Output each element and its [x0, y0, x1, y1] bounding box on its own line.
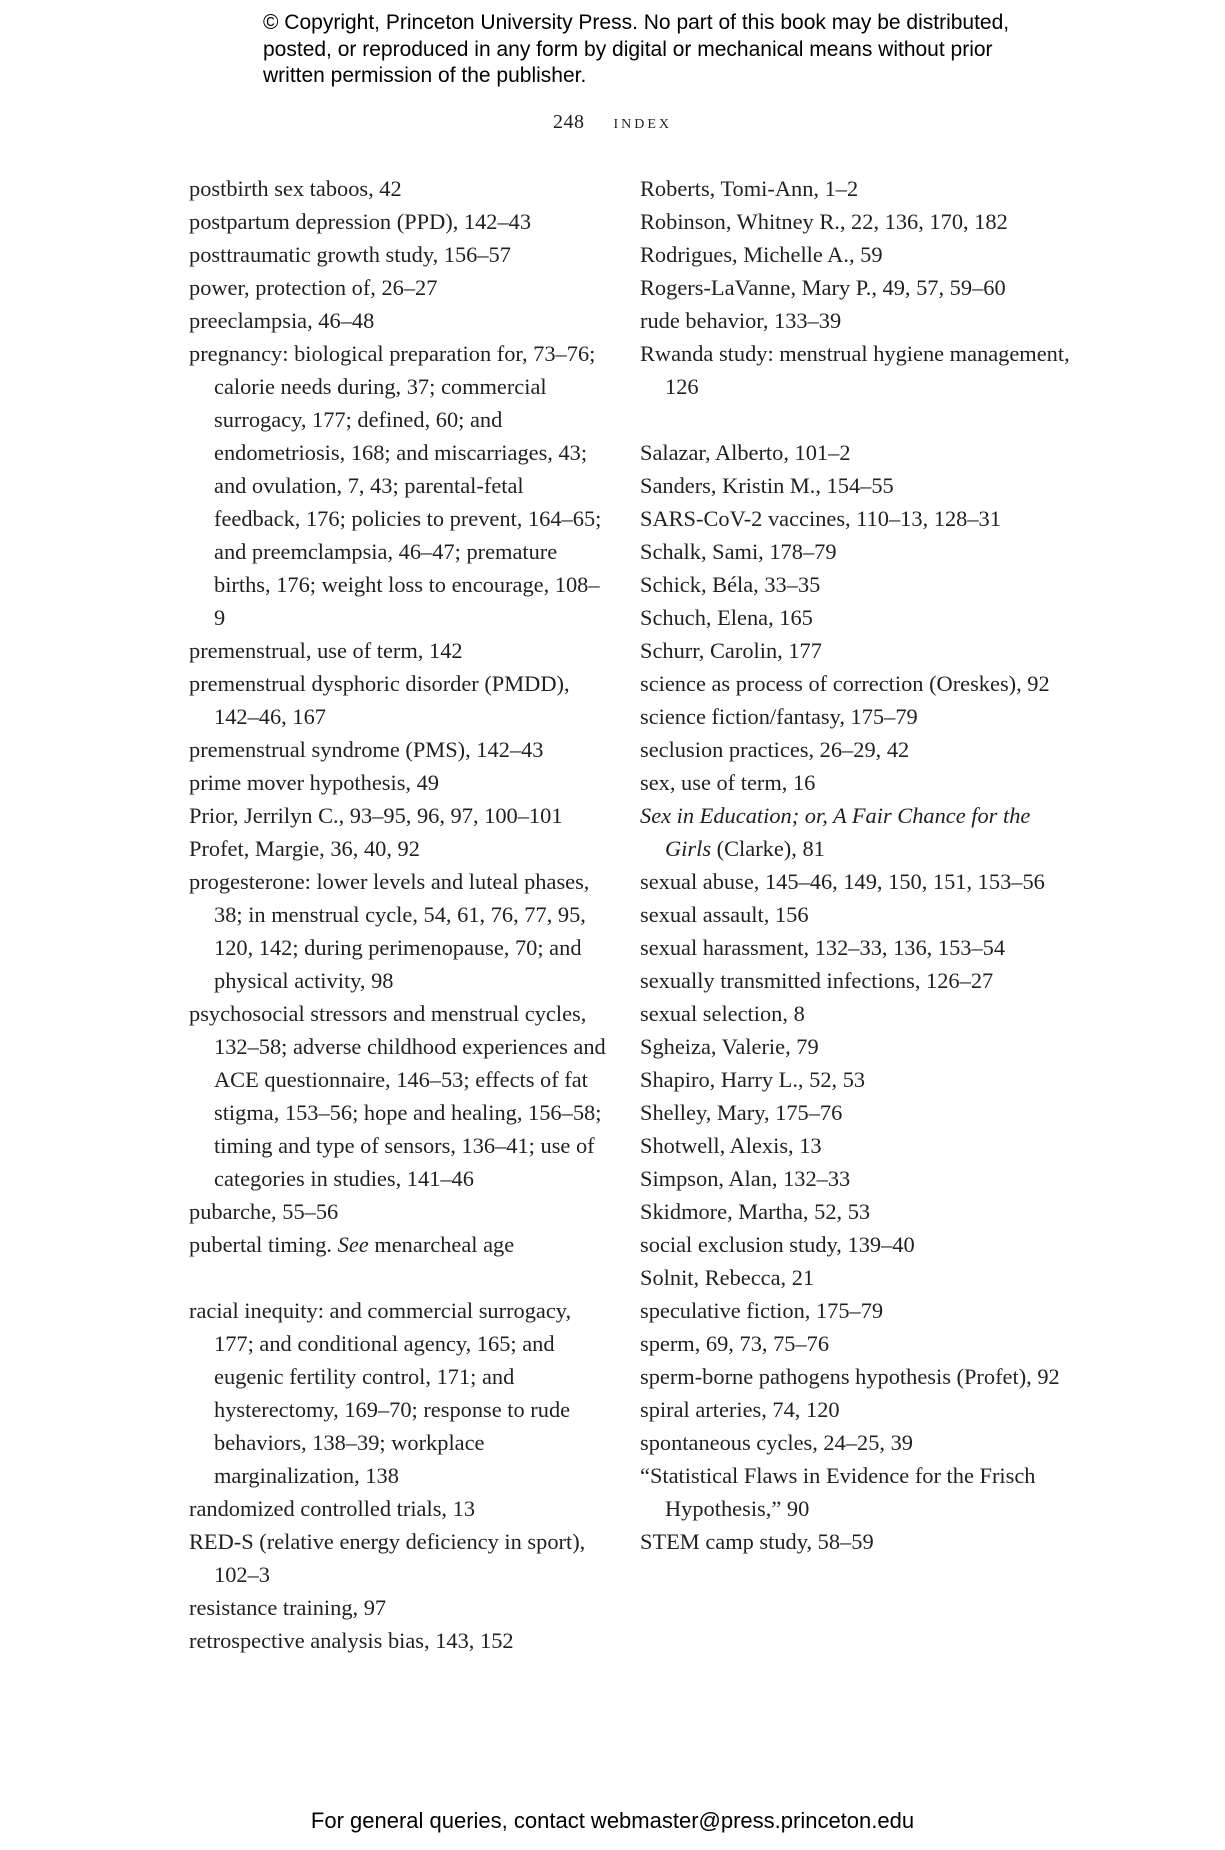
index-entry	[640, 1393, 1070, 1426]
index-entry	[189, 634, 609, 667]
index-entry	[189, 271, 609, 304]
index-entry	[640, 205, 1070, 238]
index-entry	[189, 304, 609, 337]
index-entry-text: pubertal timing.	[189, 1232, 333, 1257]
index-entry-text: psychosocial stressors and menstrual cycles, 132–58; adverse childhood experiences and ACE questionnaire, 146–53; effects of fat stigma, 153–56; hope and healing, 156–58; timing and type of sensors, 136–41; use of categories in studies, 141–46	[189, 1001, 606, 1191]
index-entry-text: Roberts, Tomi-Ann, 1–2	[640, 176, 859, 201]
index-entry	[189, 832, 609, 865]
index-entry	[640, 1096, 1070, 1129]
index-entry	[189, 238, 609, 271]
index-entry-text: sperm-borne pathogens hypothesis (Profet), 92	[640, 1364, 1060, 1389]
index-entry-text: Schick, Béla, 33–35	[640, 572, 821, 597]
index-entry	[640, 1063, 1070, 1096]
index-entry	[640, 436, 1070, 469]
index-entry-text: retrospective analysis bias, 143, 152	[189, 1628, 514, 1653]
index-entry-text: sexual assault, 156	[640, 902, 809, 927]
index-entry-text: sexually transmitted infections, 126–27	[640, 968, 994, 993]
index-entry-text: Rogers-LaVanne, Mary P., 49, 57, 59–60	[640, 275, 1006, 300]
index-entry-text: social exclusion study, 139–40	[640, 1232, 915, 1257]
index-entry	[640, 1360, 1070, 1393]
index-column-right	[640, 172, 1070, 1558]
index-entry-text: speculative fiction, 175–79	[640, 1298, 884, 1323]
index-entry-text: sperm, 69, 73, 75–76	[640, 1331, 830, 1356]
index-entry	[189, 1624, 609, 1657]
index-entry	[640, 337, 1070, 403]
index-entry-text: sexual abuse, 145–46, 149, 150, 151, 153–56	[640, 869, 1045, 894]
index-entry	[189, 172, 609, 205]
index-entry	[189, 205, 609, 238]
index-entry	[640, 634, 1070, 667]
index-entry-text: pregnancy: biological preparation for, 73–76; calorie needs during, 37; commercial surrogacy, 177; defined, 60; and endometriosis, 168; and miscarriages, 43; and ovulation, 7, 43; parental-fetal feedback, 176; policies to prevent, 164–65; and preemclampsia, 46–47; premature births, 176; weight loss to encourage, 108–9	[189, 341, 602, 630]
index-entry-text: Prior, Jerrilyn C., 93–95, 96, 97, 100–101	[189, 803, 563, 828]
index-entry	[189, 1195, 609, 1228]
index-entry	[640, 799, 1070, 865]
index-entry-text: Shapiro, Harry L., 52, 53	[640, 1067, 866, 1092]
index-entry-italic: Sex in Education; or, A Fair Chance for the Girls	[640, 803, 1031, 861]
index-entry	[640, 502, 1070, 535]
index-entry	[640, 1294, 1070, 1327]
index-entry	[640, 469, 1070, 502]
index-entry-text: Rodrigues, Michelle A., 59	[640, 242, 883, 267]
index-entry	[640, 733, 1070, 766]
index-entry	[189, 766, 609, 799]
index-entry-text: pubarche, 55–56	[189, 1199, 339, 1224]
index-entry-text: spiral arteries, 74, 120	[640, 1397, 840, 1422]
index-entry	[640, 997, 1070, 1030]
index-entry	[640, 304, 1070, 337]
running-head-title: index	[613, 111, 673, 133]
footer-contact: For general queries, contact webmaster@press.princeton.edu	[310, 1808, 915, 1833]
index-entry	[189, 337, 609, 634]
index-entry-text: resistance training, 97	[189, 1595, 387, 1620]
index-entry	[189, 865, 609, 997]
index-entry-text: science fiction/fantasy, 175–79	[640, 704, 918, 729]
index-entry	[640, 898, 1070, 931]
index-entry-text: Profet, Margie, 36, 40, 92	[189, 836, 420, 861]
index-entry-text: sexual harassment, 132–33, 136, 153–54	[640, 935, 1006, 960]
index-entry-text: Sanders, Kristin M., 154–55	[640, 473, 894, 498]
index-entry	[189, 1591, 609, 1624]
index-entry-text: preeclampsia, 46–48	[189, 308, 375, 333]
index-entry	[640, 1129, 1070, 1162]
index-entry	[640, 568, 1070, 601]
index-entry	[640, 667, 1070, 700]
index-entry	[640, 1261, 1070, 1294]
index-entry	[640, 601, 1070, 634]
index-entry-text-after: (Clarke), 81	[716, 836, 825, 861]
index-entry-text: premenstrual, use of term, 142	[189, 638, 463, 663]
index-entry-text: Robinson, Whitney R., 22, 136, 170, 182	[640, 209, 1008, 234]
index-entry-text: RED-S (relative energy deficiency in sport), 102–3	[189, 1529, 586, 1587]
index-entry	[640, 964, 1070, 997]
index-entry-text: Schurr, Carolin, 177	[640, 638, 822, 663]
index-entry-text: seclusion practices, 26–29, 42	[640, 737, 910, 762]
index-entry-text: science as process of correction (Oreskes), 92	[640, 671, 1050, 696]
index-entry	[189, 1228, 609, 1261]
index-entry	[640, 1195, 1070, 1228]
index-entry-text: Schalk, Sami, 178–79	[640, 539, 837, 564]
index-entry	[189, 1525, 609, 1591]
copyright-notice: © Copyright, Princeton University Press. No part of this book may be distributed, posted, or reproduced in any form by digital or mechanical means without prior written permission of the publisher.	[263, 11, 1010, 87]
index-entry-text: racial inequity: and commercial surrogacy, 177; and conditional agency, 165; and eugenic fertility control, 171; and hysterectomy, 169–70; response to rude behaviors, 138–39; workplace marginalization, 138	[189, 1298, 572, 1488]
index-entry	[189, 1294, 609, 1492]
index-entry-text: Shotwell, Alexis, 13	[640, 1133, 822, 1158]
index-entry-italic: See	[337, 1232, 369, 1257]
index-entry-text: Solnit, Rebecca, 21	[640, 1265, 815, 1290]
index-entry-text: progesterone: lower levels and luteal phases, 38; in menstrual cycle, 54, 61, 76, 77, 95, 120, 142; during perimenopause, 70; and physical activity, 98	[189, 869, 590, 993]
index-entry-text: STEM camp study, 58–59	[640, 1529, 874, 1554]
index-entry	[640, 238, 1070, 271]
index-entry-text: Shelley, Mary, 175–76	[640, 1100, 843, 1125]
index-entry	[640, 865, 1070, 898]
page-number: 248	[552, 111, 585, 133]
index-entry-text: postpartum depression (PPD), 142–43	[189, 209, 532, 234]
index-entry-text: Sgheiza, Valerie, 79	[640, 1034, 819, 1059]
index-entry-text: spontaneous cycles, 24–25, 39	[640, 1430, 913, 1455]
index-entry	[189, 667, 609, 733]
index-entry-text: postbirth sex taboos, 42	[189, 176, 402, 201]
index-entry-text: Salazar, Alberto, 101–2	[640, 440, 851, 465]
index-entry	[640, 1426, 1070, 1459]
index-entry-text: Skidmore, Martha, 52, 53	[640, 1199, 871, 1224]
index-entry	[189, 1492, 609, 1525]
index-entry	[640, 1459, 1070, 1525]
index-entry	[640, 1525, 1070, 1558]
index-entry-text: premenstrual syndrome (PMS), 142–43	[189, 737, 544, 762]
index-entry	[640, 1162, 1070, 1195]
index-entry	[640, 1228, 1070, 1261]
index-entry-text: power, protection of, 26–27	[189, 275, 438, 300]
index-entry	[640, 172, 1070, 205]
index-entry	[640, 766, 1070, 799]
index-entry-text: Simpson, Alan, 132–33	[640, 1166, 851, 1191]
index-entry-text: rude behavior, 133–39	[640, 308, 842, 333]
index-entry-text: Rwanda study: menstrual hygiene management, 126	[640, 341, 1070, 399]
index-entry	[640, 1030, 1070, 1063]
index-entry-text: sexual selection, 8	[640, 1001, 805, 1026]
index-column-left	[189, 172, 609, 1657]
index-entry-text: Schuch, Elena, 165	[640, 605, 813, 630]
index-entry	[189, 799, 609, 832]
index-entry-text: prime mover hypothesis, 49	[189, 770, 439, 795]
index-entry	[640, 271, 1070, 304]
index-entry	[640, 700, 1070, 733]
index-entry-text-after: menarcheal age	[374, 1232, 515, 1257]
index-entry-text: randomized controlled trials, 13	[189, 1496, 476, 1521]
index-entry-text: premenstrual dysphoric disorder (PMDD), 142–46, 167	[189, 671, 570, 729]
index-entry	[189, 733, 609, 766]
running-head	[0, 111, 1225, 134]
index-entry-text: “Statistical Flaws in Evidence for the Frisch Hypothesis,” 90	[640, 1463, 1036, 1521]
index-entry	[640, 535, 1070, 568]
index-entry-text: SARS-CoV-2 vaccines, 110–13, 128–31	[640, 506, 1001, 531]
index-entry	[189, 997, 609, 1195]
index-entry	[640, 1327, 1070, 1360]
index-entry-text: posttraumatic growth study, 156–57	[189, 242, 511, 267]
index-entry	[640, 931, 1070, 964]
index-entry-text: sex, use of term, 16	[640, 770, 816, 795]
